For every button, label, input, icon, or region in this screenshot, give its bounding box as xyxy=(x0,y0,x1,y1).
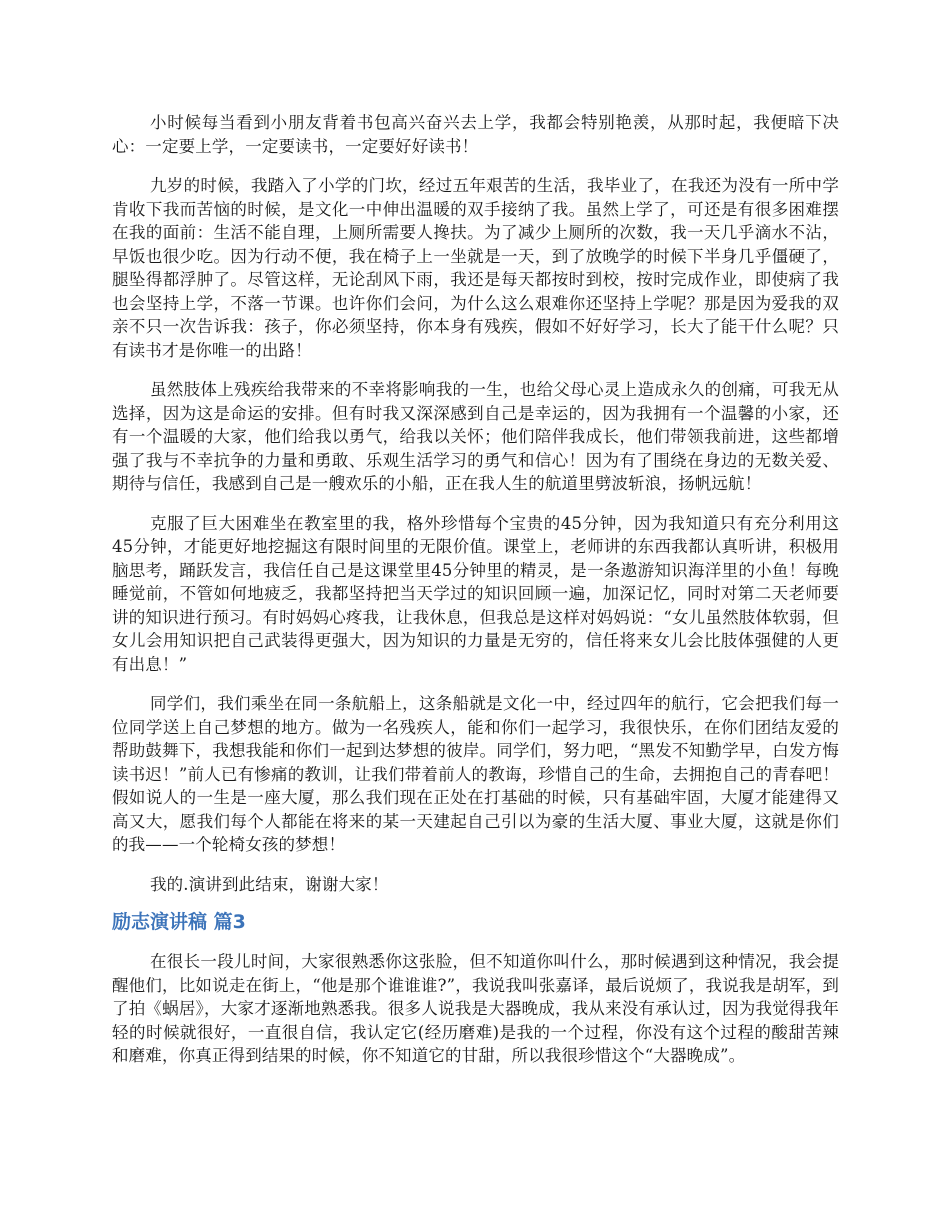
section-heading: 励志演讲稿 篇3 xyxy=(112,911,246,933)
paragraph-2: 九岁的时候，我踏入了小学的门坎，经过五年艰苦的生活，我毕业了，在我还为没有一所中学肯收下我而苦恼的时候，是文化一中伸出温暖的双手接纳了我。虽然上学了，可还是有很多困难摆在我的面前：生活不能自理，上厕所需要人搀扶。为了减少上厕所的次数，我一天几乎滴水不沾，早饭也很少吃。因为行动不便，我在椅子上一坐就是一天，到了放晚学的时候下半身几乎僵硬了，腿坠得都浮肿了。尽管这样，无论刮风下雨，我还是每天都按时到校，按时完成作业，即使病了我也会坚持上学，不落一节课。也许你们会问，为什么这么艰难你还坚持上学呢？那是因为爱我的双亲不只一次告诉我：孩子，你必须坚持，你本身有残疾，假如不好好学习，长大了能干什么呢？只有读书才是你唯一的出路！ xyxy=(112,176,839,360)
paragraph-gap xyxy=(112,676,839,692)
closing-paragraph: 我的.演讲到此结束，谢谢大家！ xyxy=(150,874,389,894)
paragraph-5: 同学们，我们乘坐在同一条航船上，这条船就是文化一中，经过四年的航行，它会把我们每一位同学送上自己梦想的地方。做为一名残疾人，能和你们一起学习，我很快乐，在你们团结友爱的帮助鼓舞下，我想我能和你们一起到达梦想的彼岸。同学们，努力吧，“黑发不知勤学早，白发方悔读书迟！”前人已有惨痛的教训，让我们带着前人的教诲，珍惜自己的生命，去拥抱自己的青春吧！假如说人的一生是一座大厦，那么我们现在正处在打基础的时候，只有基础牢固，大厦才能建得又高又大，愿我们每个人都能在将来的某一天建起自己引以为豪的生活大厦、事业大厦，这就是你们的我——一个轮椅女孩的梦想！ xyxy=(112,694,839,854)
paragraph-3: 虽然肢体上残疾给我带来的不幸将影响我的一生，也给父母心灵上造成永久的创痛，可我无从选择，因为这是命运的安排。但有时我又深深感到自己是幸运的，因为我拥有一个温馨的小家，还有一个温暖的大家，他们给我以勇气，给我以关怀；他们陪伴我成长，他们带领我前进，这些都增强了我与不幸抗争的力量和勇敢、乐观生活学习的勇气和信心！因为有了围绕在身边的无数关爱、期待与信任，我感到自己是一艘欢乐的小船，正在我人生的航道里劈波斩浪，扬帆远航！ xyxy=(112,380,839,493)
paragraph-gap xyxy=(112,857,839,873)
paragraph-1: 小时候每当看到小朋友背着书包高兴奋兴去上学，我都会特别艳羡，从那时起，我便暗下决心：一定要上学，一定要读书，一定要好好读书！ xyxy=(112,113,839,156)
document-body xyxy=(112,104,839,1068)
paragraph-section3-1: 在很长一段儿时间，大家很熟悉你这张脸，但不知道你叫什么，那时候遇到这种情况，我会提醒他们，比如说走在街上，“他是那个谁谁谁?”，我说我叫张嘉译，最后说烦了，我说我是胡军，到了拍《蜗居》，大家才逐渐地熟悉我。很多人说我是大器晚成，我从来没有承认过，因为我觉得我年轻的时候就很好，一直很自信，我认定它(经历磨难)是我的一个过程，你没有这个过程的酸甜苦辣和磨难，你真正得到结果的时候，你不知道它的甘甜，所以我很珍惜这个“大器晚成”。 xyxy=(112,952,839,1065)
paragraph-gap xyxy=(112,362,839,378)
paragraph-gap xyxy=(112,158,839,174)
paragraph-gap xyxy=(112,496,839,512)
paragraph-4: 克服了巨大困难坐在教室里的我，格外珍惜每个宝贵的45分钟，因为我知道只有充分利用这45分钟，才能更好地挖掘这有限时间里的无限价值。课堂上，老师讲的东西我都认真听讲，积极用脑思考，踊跃发言，我信任自己是这课堂里45分钟里的精灵，是一条遨游知识海洋里的小鱼！每晚睡觉前，不管如何地疲乏，我都坚持把当天学过的知识回顾一遍，加深记忆，同时对第二天老师要讲的知识进行预习。有时妈妈心疼我，让我休息，但我总是这样对妈妈说：“女儿虽然肢体软弱，但女儿会用知识把自己武装得更强大，因为知识的力量是无穷的，信任将来女儿会比肢体强健的人更有出息！” xyxy=(112,513,839,674)
